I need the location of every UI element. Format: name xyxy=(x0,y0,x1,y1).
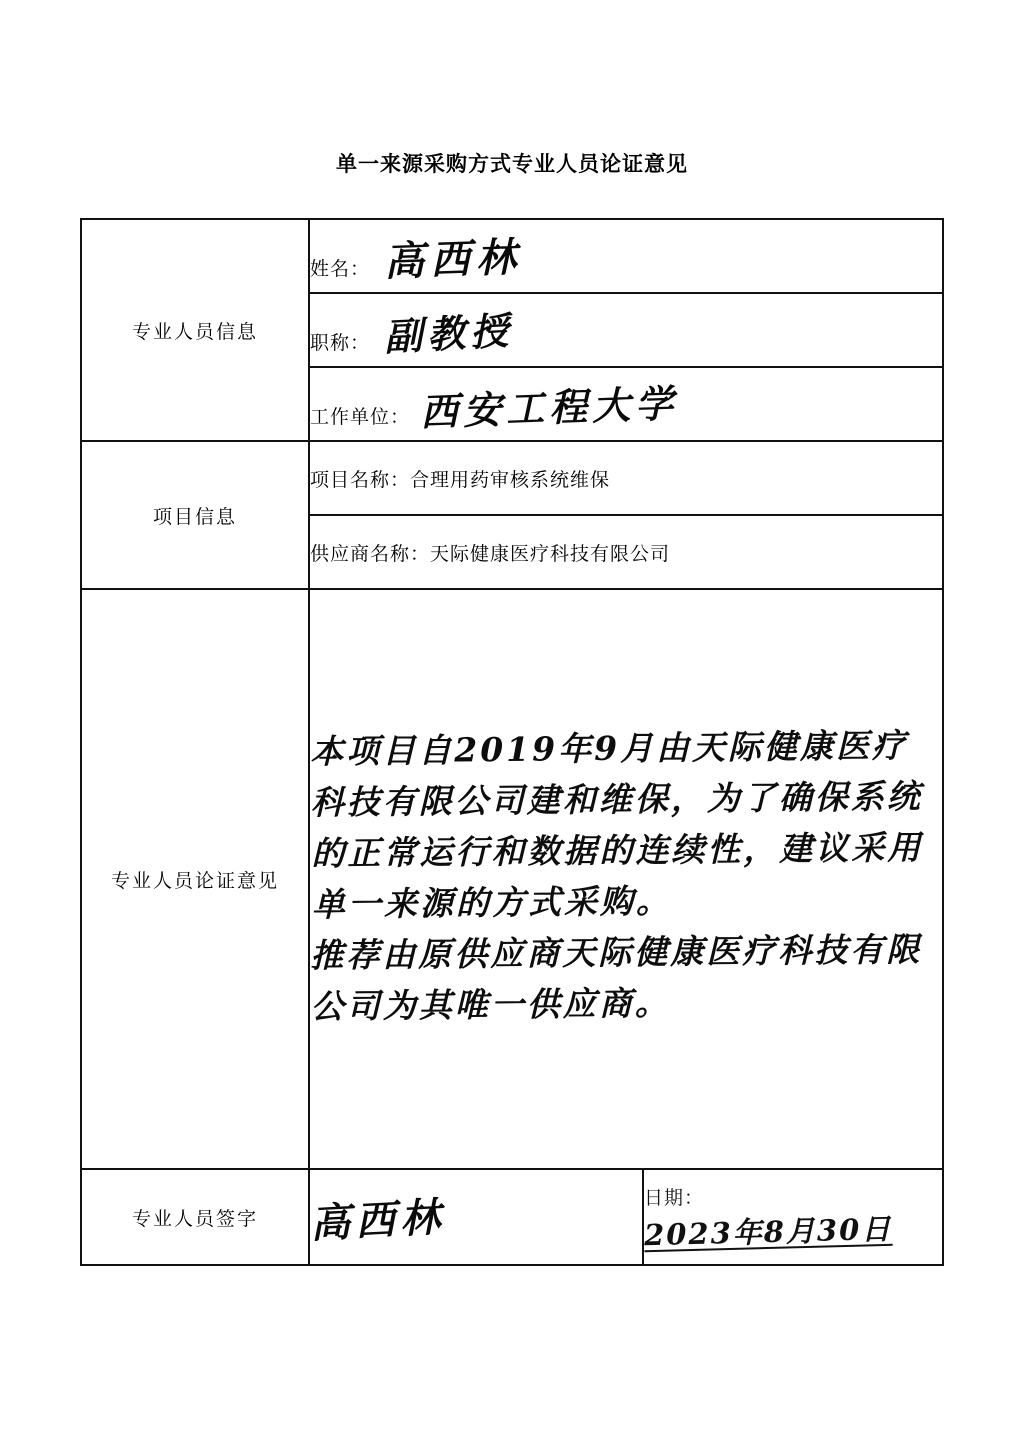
field-value-title: 副教授 xyxy=(383,307,515,359)
table-row xyxy=(81,219,943,293)
table-row xyxy=(81,1169,943,1265)
opinion-paragraph-1: 本项目自2019年9月由天际健康医疗科技有限公司建和维保，为了确保系统的正常运行和数据的连续性，建议采用单一来源的方式采购。 xyxy=(310,725,924,924)
date-cell xyxy=(643,1169,943,1265)
field-title xyxy=(309,293,943,367)
opinion-form-table xyxy=(80,218,944,1266)
date-label: 日期： xyxy=(644,1188,705,1209)
field-value-supplier-name: 天际健康医疗科技有限公司 xyxy=(430,543,671,565)
row-label-signature: 专业人员签字 xyxy=(81,1169,309,1265)
opinion-content-cell xyxy=(309,589,943,1169)
field-name xyxy=(309,219,943,293)
row-label-expert-info: 专业人员信息 xyxy=(81,219,309,441)
signature-cell xyxy=(309,1169,643,1265)
field-project-name xyxy=(309,441,943,515)
table-row xyxy=(81,589,943,1169)
field-label-project-name: 项目名称： xyxy=(310,469,411,491)
opinion-paragraph-2: 推荐由原供应商天际健康医疗科技有限公司为其唯一供应商。 xyxy=(310,929,923,1027)
date-value: 2023年8月30日 xyxy=(643,1211,893,1253)
field-value-project-name: 合理用药审核系统维保 xyxy=(410,469,611,491)
field-value-name: 高西林 xyxy=(383,233,523,285)
signature-value: 高西林 xyxy=(309,1192,447,1247)
field-label-title: 职称： xyxy=(310,332,371,354)
field-label-name: 姓名： xyxy=(310,258,371,280)
row-label-opinion: 专业人员论证意见 xyxy=(81,589,309,1169)
row-label-project-info: 项目信息 xyxy=(81,441,309,589)
field-value-work-unit: 西安工程大学 xyxy=(419,380,679,434)
field-label-supplier-name: 供应商名称： xyxy=(310,543,431,565)
field-work-unit xyxy=(309,367,943,441)
field-supplier-name xyxy=(309,515,943,589)
page-title: 单一来源采购方式专业人员论证意见 xyxy=(336,153,688,176)
field-label-work-unit: 工作单位： xyxy=(310,406,411,428)
table-row xyxy=(81,441,943,515)
